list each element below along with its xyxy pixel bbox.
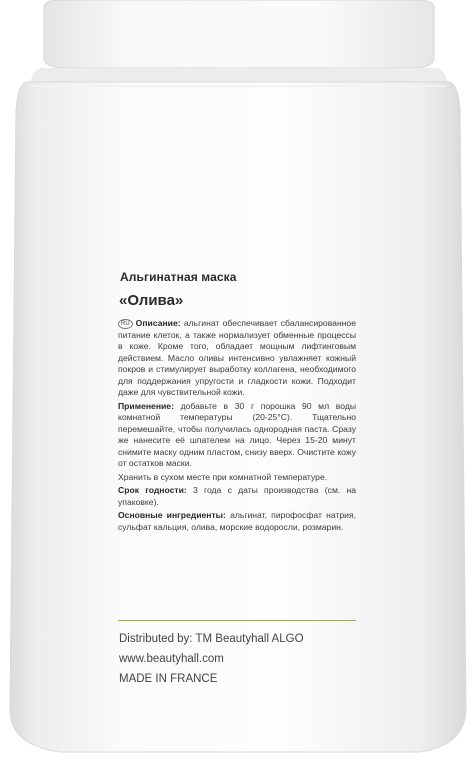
product-title: Альгинатная маска (120, 270, 237, 284)
primenenie-label: Применение: (118, 400, 174, 411)
footer-block (119, 629, 304, 689)
product-subtitle: «Олива» (119, 292, 184, 309)
green-divider (118, 620, 356, 621)
jar-cap (44, 0, 434, 68)
description-block (118, 318, 356, 535)
opisanie-label: Описание: (135, 318, 181, 328)
srok-label: Срок годности: (118, 485, 187, 495)
ingredients-label: Основные ингредиенты: (118, 510, 226, 520)
language-badge: RU (118, 319, 133, 329)
ingredients-text: альгинат, пирофосфат натрия, сульфат кальция, олива, морские водоросли, розмарин. (118, 510, 357, 532)
storage-paragraph: Хранить в сухом месте при комнатной температуре. (118, 471, 328, 482)
primenenie-text: добавьте в 30 г порошка 90 мл воды комнатной температуры (20-25°С). Тщательно перемешайте, чтобы получилась однородная паста. Сразу же нанесите её шпателем на лицо. Через 15-20 минут снимите маску одним пластом, снизу вверх. Очистите кожу от остатков маски. (118, 400, 357, 468)
srok-text: 3 года с даты производства (см. на упаковке). (118, 485, 356, 507)
distributor-line: Distributed by: TM Beautyhall ALGO (119, 633, 304, 645)
ingredients-paragraph (118, 510, 356, 533)
opisanie-paragraph (118, 318, 356, 399)
primenenie-paragraph (118, 401, 356, 470)
origin-line: MADE IN FRANCE (119, 673, 218, 685)
srok-paragraph (118, 485, 356, 508)
website-line: www.beautyhall.com (119, 653, 224, 665)
opisanie-text: альгинат обеспечивает сбалансированное питание клеток, а также нормализует обменные процессы в коже. Кроме того, обладает мощным лифтинговым действием. Масло оливы интенсивно увлажняет кожный покров и стимулирует выработку коллагена, необходимого для поддержания упругости и гладкости кожи. Подходит даже для чувствительной кожи. (118, 318, 356, 397)
